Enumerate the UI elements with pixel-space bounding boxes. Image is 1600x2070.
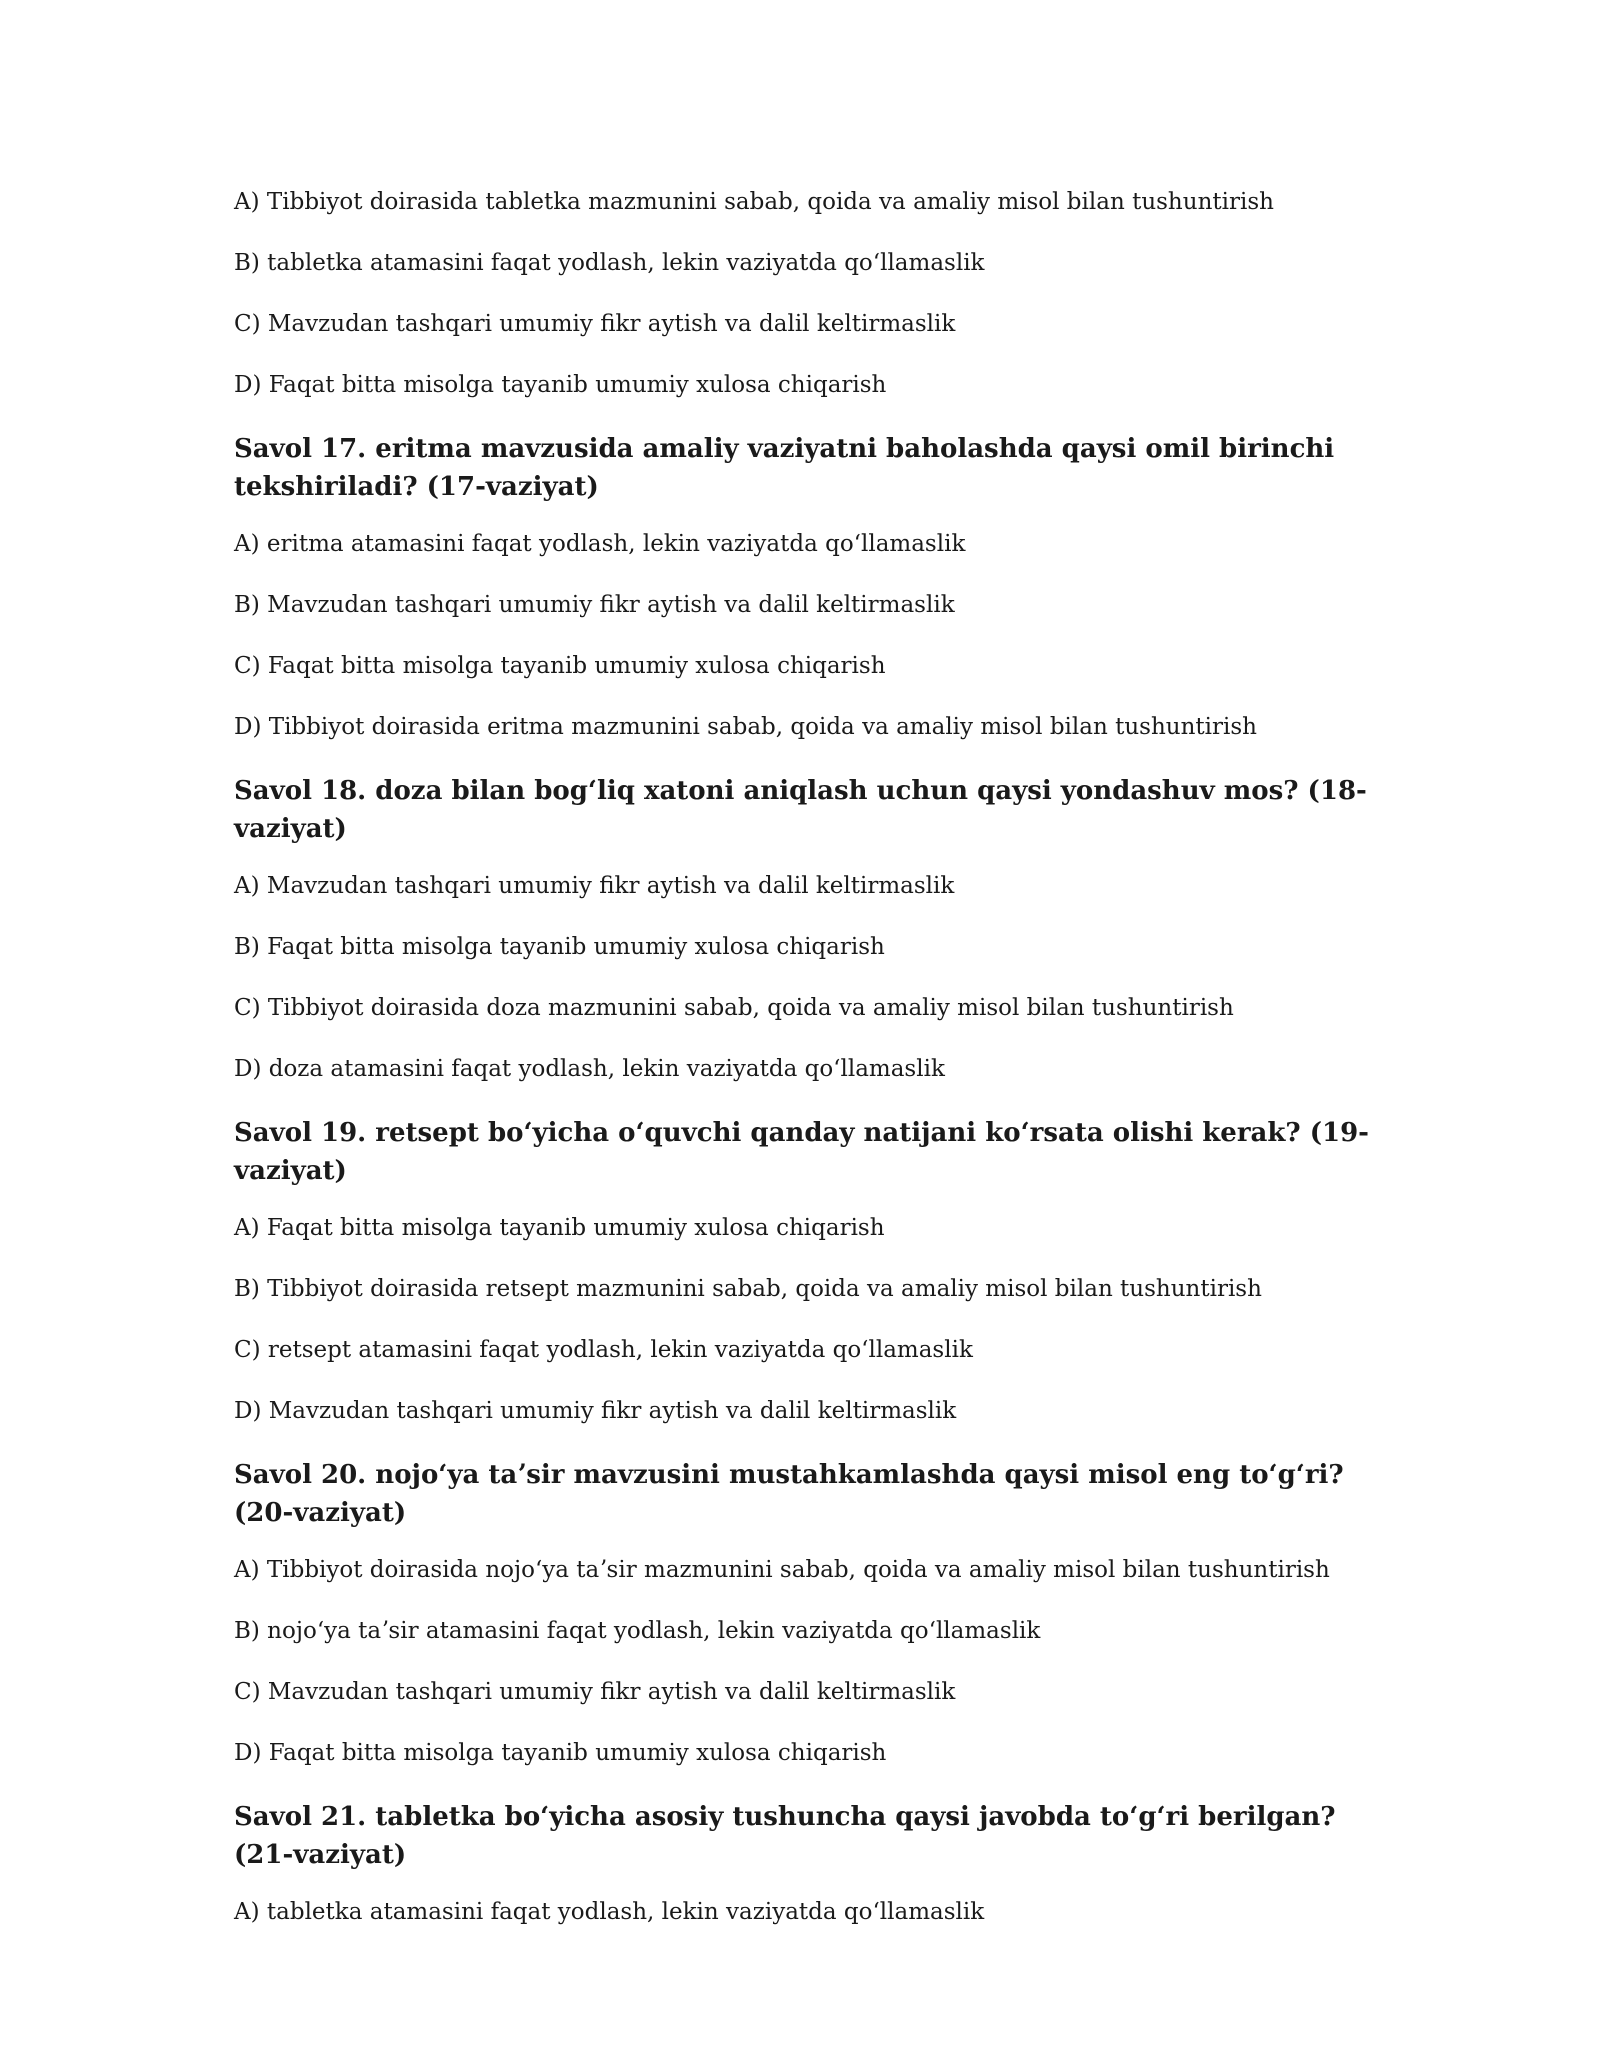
question-heading: Savol 20. nojoʻya taʼsir mavzusini mustahkamlashda qaysi misol eng toʻgʻri? (20-vaziyat)	[234, 1460, 1344, 1528]
question-block-20	[234, 1456, 1374, 1769]
question-block-17	[234, 430, 1374, 743]
option-c: C) Mavzudan tashqari umumiy fikr aytish va dalil keltirmaslik	[234, 311, 956, 337]
option-d: D) Tibbiyot doirasida eritma mazmunini sabab, qoida va amaliy misol bilan tushuntirish	[234, 714, 1257, 740]
option-d: D) doza atamasini faqat yodlash, lekin vaziyatda qoʻllamaslik	[234, 1056, 945, 1082]
option-d: D) Faqat bitta misolga tayanib umumiy xulosa chiqarish	[234, 1740, 887, 1766]
option-d: D) Mavzudan tashqari umumiy fikr aytish va dalil keltirmaslik	[234, 1398, 957, 1424]
option-b: B) Tibbiyot doirasida retsept mazmunini sabab, qoida va amaliy misol bilan tushuntirish	[234, 1276, 1262, 1302]
option-c: C) Faqat bitta misolga tayanib umumiy xulosa chiqarish	[234, 653, 886, 679]
question-heading: Savol 21. tabletka boʻyicha asosiy tushuncha qaysi javobda toʻgʻri berilgan? (21-vaziyat)	[234, 1802, 1336, 1870]
option-c: C) Tibbiyot doirasida doza mazmunini sabab, qoida va amaliy misol bilan tushuntirish	[234, 995, 1234, 1021]
option-a: A) eritma atamasini faqat yodlash, lekin vaziyatda qoʻllamaslik	[234, 531, 966, 557]
option-a: A) Tibbiyot doirasida nojoʻya taʼsir mazmunini sabab, qoida va amaliy misol bilan tushuntirish	[234, 1557, 1330, 1583]
option-b: B) Mavzudan tashqari umumiy fikr aytish va dalil keltirmaslik	[234, 592, 955, 618]
question-heading: Savol 19. retsept boʻyicha oʻquvchi qanday natijani koʻrsata olishi kerak? (19-vaziyat)	[234, 1118, 1369, 1186]
option-b: B) Faqat bitta misolga tayanib umumiy xulosa chiqarish	[234, 934, 885, 960]
document-page	[234, 186, 1374, 1928]
question-block-16	[234, 186, 1374, 401]
question-block-21	[234, 1798, 1374, 1928]
question-block-19	[234, 1114, 1374, 1427]
option-b: B) nojoʻya taʼsir atamasini faqat yodlash, lekin vaziyatda qoʻllamaslik	[234, 1618, 1041, 1644]
option-c: C) Mavzudan tashqari umumiy fikr aytish va dalil keltirmaslik	[234, 1679, 956, 1705]
question-heading: Savol 17. eritma mavzusida amaliy vaziyatni baholashda qaysi omil birinchi tekshiriladi? (17-vaziyat)	[234, 434, 1335, 502]
question-heading: Savol 18. doza bilan bogʻliq xatoni aniqlash uchun qaysi yondashuv mos? (18-vaziyat)	[234, 776, 1367, 844]
option-a: A) Tibbiyot doirasida tabletka mazmunini sabab, qoida va amaliy misol bilan tushuntirish	[234, 189, 1274, 215]
option-b: B) tabletka atamasini faqat yodlash, lekin vaziyatda qoʻllamaslik	[234, 250, 985, 276]
question-block-18	[234, 772, 1374, 1085]
option-a: A) tabletka atamasini faqat yodlash, lekin vaziyatda qoʻllamaslik	[234, 1899, 985, 1925]
option-a: A) Faqat bitta misolga tayanib umumiy xulosa chiqarish	[234, 1215, 885, 1241]
option-d: D) Faqat bitta misolga tayanib umumiy xulosa chiqarish	[234, 372, 887, 398]
option-a: A) Mavzudan tashqari umumiy fikr aytish va dalil keltirmaslik	[234, 873, 955, 899]
option-c: C) retsept atamasini faqat yodlash, lekin vaziyatda qoʻllamaslik	[234, 1337, 973, 1363]
